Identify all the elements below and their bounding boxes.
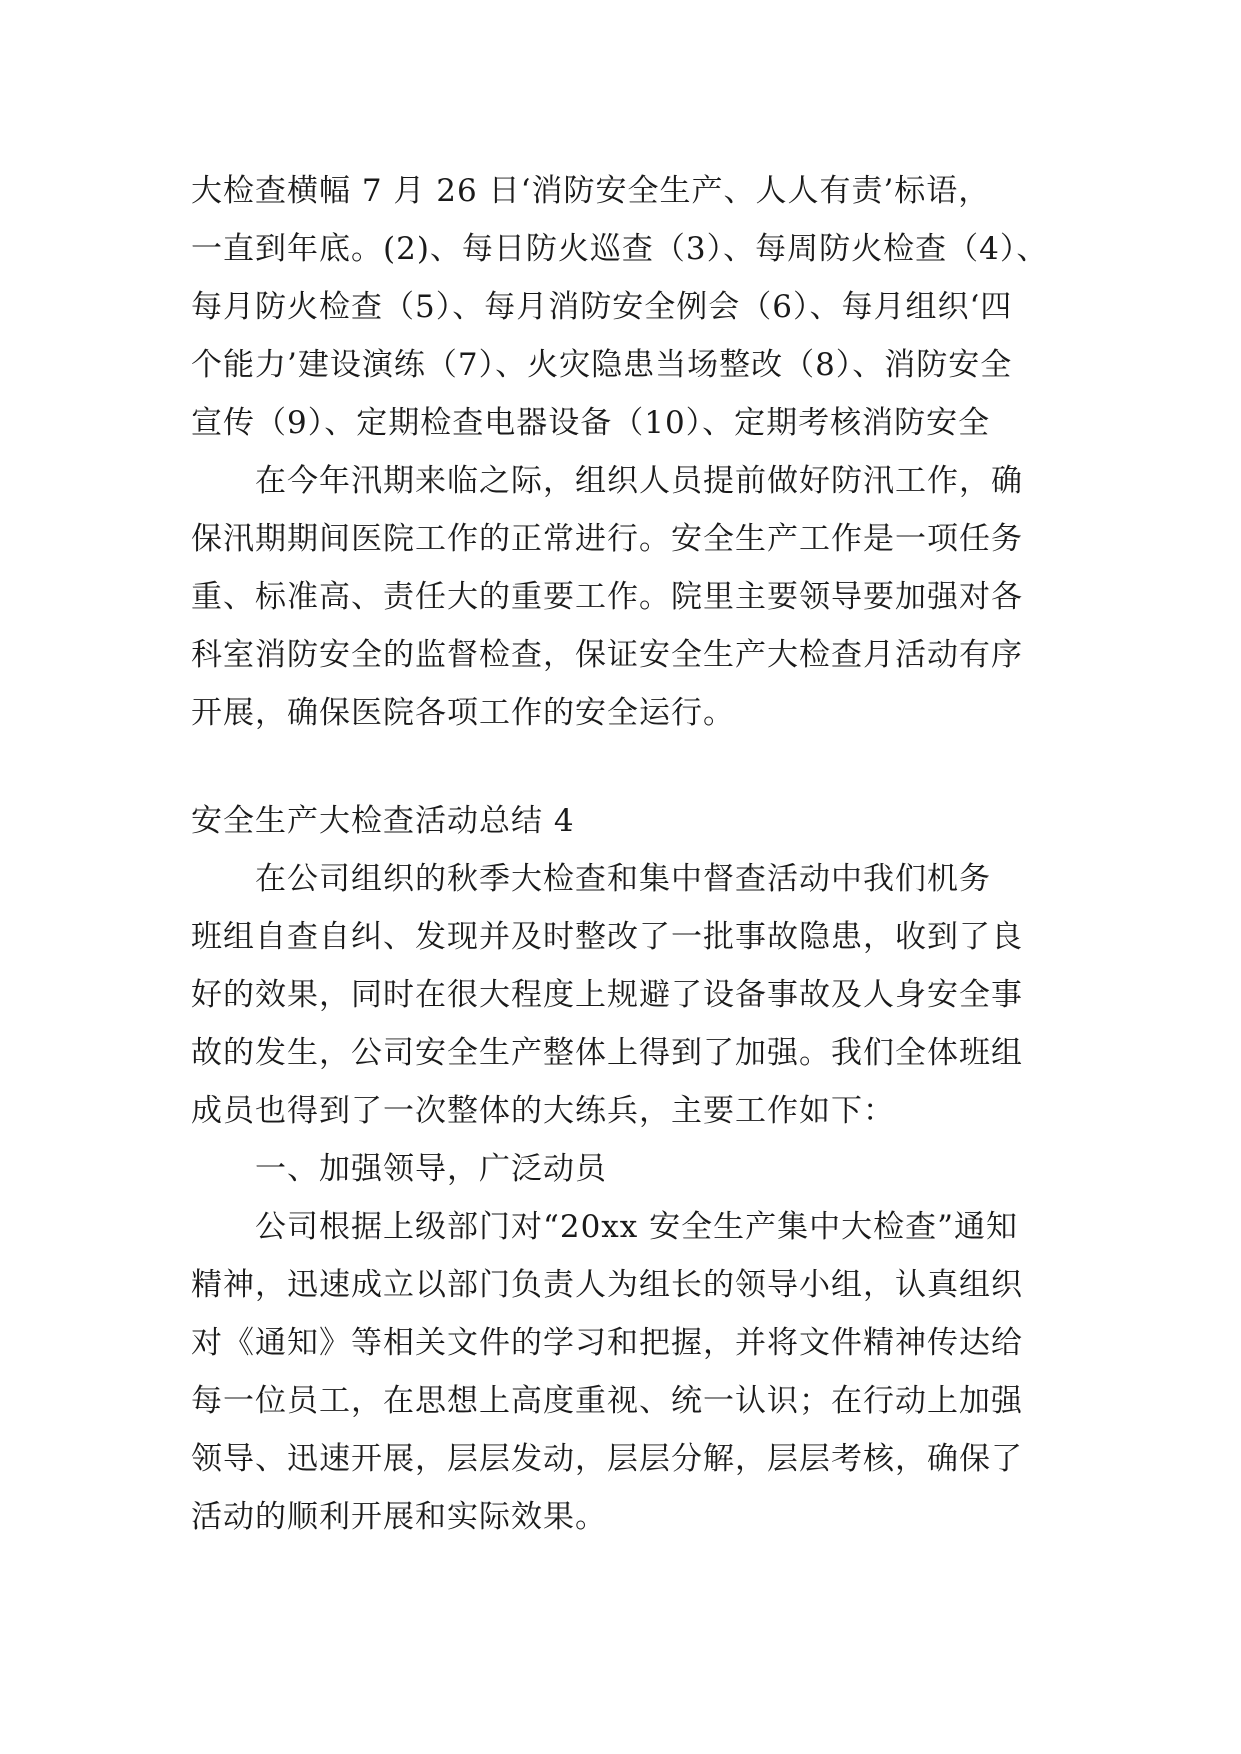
paragraph-fire-safety-list: [191, 162, 1071, 452]
text-line: 宣传（9）、定期检查电器设备（10）、定期考核消防安全: [191, 405, 991, 441]
text-line: 科室消防安全的监督检查，保证安全生产大检查月活动有序: [191, 637, 1023, 673]
subheading: 一、加强领导，广泛动员: [255, 1151, 607, 1187]
paragraph-leadership: [191, 1198, 1071, 1546]
text-line: 好的效果，同时在很大程度上规避了设备事故及人身安全事: [191, 977, 1023, 1013]
text-line: 一直到年底。(2)、每日防火巡查（3）、每周防火检查（4）、: [191, 231, 1049, 267]
document-body: [191, 162, 1071, 1546]
paragraph-autumn-inspection: [191, 850, 1071, 1140]
text-line: 公司根据上级部门对“20xx 安全生产集中大检查”通知: [255, 1209, 1018, 1245]
text-line: 故的发生，公司安全生产整体上得到了加强。我们全体班组: [191, 1035, 1023, 1071]
text-line: 每月防火检查（5）、每月消防安全例会（6）、每月组织‘四: [191, 289, 1013, 325]
text-line: 重、标准高、责任大的重要工作。院里主要领导要加强对各: [191, 579, 1023, 615]
section-spacer: [191, 742, 1071, 792]
text-line: 在今年汛期来临之际，组织人员提前做好防汛工作，确: [255, 463, 1023, 499]
text-line: 对《通知》等相关文件的学习和把握，并将文件精神传达给: [191, 1325, 1023, 1361]
paragraph-flood-prevention: [191, 452, 1071, 742]
section-title: 安全生产大检查活动总结 4: [191, 803, 575, 839]
text-line: 个能力’建设演练（7）、火灾隐患当场整改（8）、消防安全: [191, 347, 1013, 383]
text-line: 精神，迅速成立以部门负责人为组长的领导小组，认真组织: [191, 1267, 1023, 1303]
text-line: 每一位员工，在思想上高度重视、统一认识；在行动上加强: [191, 1383, 1023, 1419]
text-line: 领导、迅速开展，层层发动，层层分解，层层考核，确保了: [191, 1441, 1023, 1477]
text-line: 在公司组织的秋季大检查和集中督查活动中我们机务: [255, 861, 991, 897]
text-line: 开展，确保医院各项工作的安全运行。: [191, 695, 735, 731]
text-line: 保汛期期间医院工作的正常进行。安全生产工作是一项任务: [191, 521, 1023, 557]
text-line: 成员也得到了一次整体的大练兵，主要工作如下：: [191, 1093, 895, 1129]
text-line: 班组自查自纠、发现并及时整改了一批事故隐患，收到了良: [191, 919, 1023, 955]
text-line: 大检查横幅 7 月 26 日‘消防安全生产、人人有责’标语，: [191, 173, 991, 209]
text-line: 活动的顺利开展和实际效果。: [191, 1499, 607, 1535]
